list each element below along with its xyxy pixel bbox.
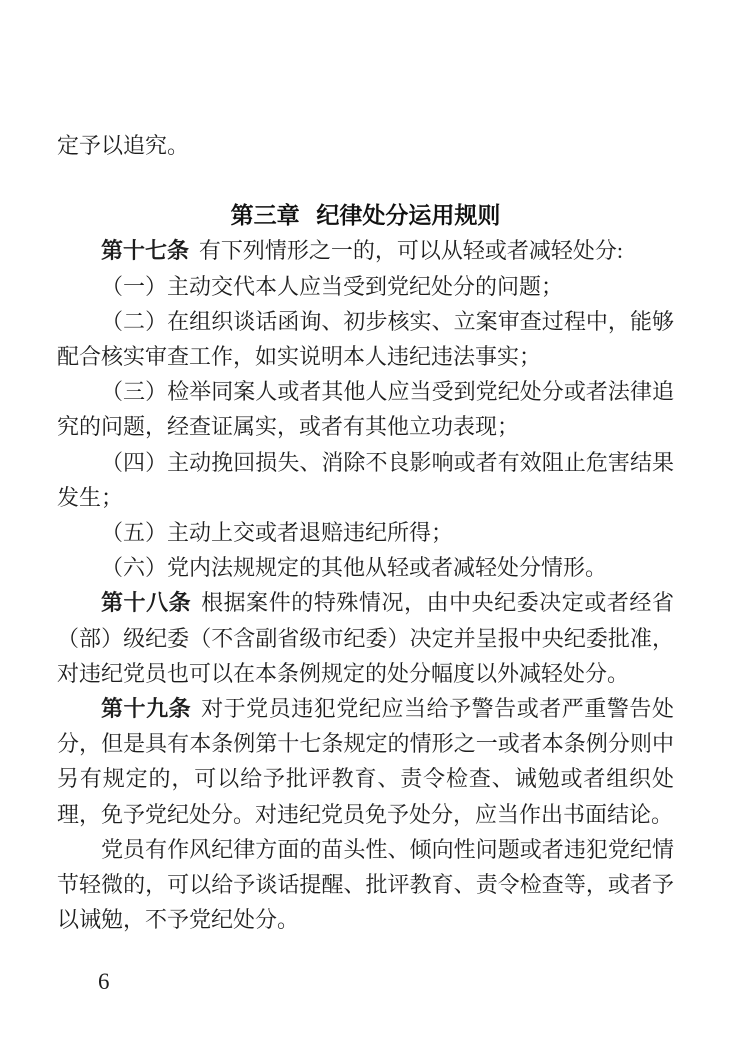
article-number: 第十七条 — [101, 238, 190, 264]
page-number: 6 — [98, 969, 110, 994]
paragraph-text: 有下列情形之一的，可以从轻或者减轻处分: — [198, 238, 624, 264]
list-item-paragraph — [57, 550, 674, 585]
article-paragraph — [57, 233, 674, 268]
paragraph-text: （六）党内法规规定的其他从轻或者减轻处分情形。 — [101, 555, 608, 581]
article-paragraph — [57, 832, 674, 938]
paragraph-text: 对于党员违犯党纪应当给予警告或者严重警告处分，但是具有本条例第十七条规定的情形之一或者本条例分则中另有规定的，可以给予批评教育、责令检查、诫勉或者组织处理，免予党纪处分。对违纪党员免予处分，应当作出书面结论。 — [57, 696, 674, 827]
article-paragraph — [57, 585, 674, 691]
continuation-text: 定予以追究。 — [57, 133, 190, 158]
paragraph-text: 根据案件的特殊情况，由中央纪委决定或者经省（部）级纪委（不含副省级市纪委）决定并呈报中央纪委批准，对违纪党员也可以在本条例规定的处分幅度以外减轻处分。 — [57, 590, 674, 686]
document-body — [57, 128, 674, 937]
list-item-paragraph — [57, 269, 674, 304]
article-paragraph — [57, 691, 674, 832]
paragraph-text: （五）主动上交或者退赔违纪所得； — [101, 520, 454, 546]
article-number: 第十八条 — [101, 590, 192, 616]
paragraph-text: （一）主动交代本人应当受到党纪处分的问题； — [101, 273, 564, 299]
paragraph-text: （四）主动挽回损失、消除不良影响或者有效阻止危害结果发生； — [57, 449, 674, 510]
list-item-paragraph — [57, 515, 674, 550]
list-item-paragraph — [57, 445, 674, 515]
paragraph-text: （三）检举同案人或者其他人应当受到党纪处分或者法律追究的问题，经查证属实，或者有其他立功表现； — [57, 379, 674, 440]
list-item-paragraph — [57, 374, 674, 444]
paragraph-text: 党员有作风纪律方面的苗头性、倾向性问题或者违犯党纪情节轻微的，可以给予谈话提醒、批评教育、责令检查等，或者予以诫勉，不予党纪处分。 — [57, 836, 674, 933]
article-number: 第十九条 — [101, 696, 192, 722]
paragraph-text: （二）在组织谈话函询、初步核实、立案审查过程中，能够配合核实审查工作，如实说明本人违纪违法事实； — [57, 308, 674, 370]
chapter-heading: 第三章 纪律处分运用规则 — [230, 202, 501, 229]
list-item-paragraph — [57, 304, 674, 374]
